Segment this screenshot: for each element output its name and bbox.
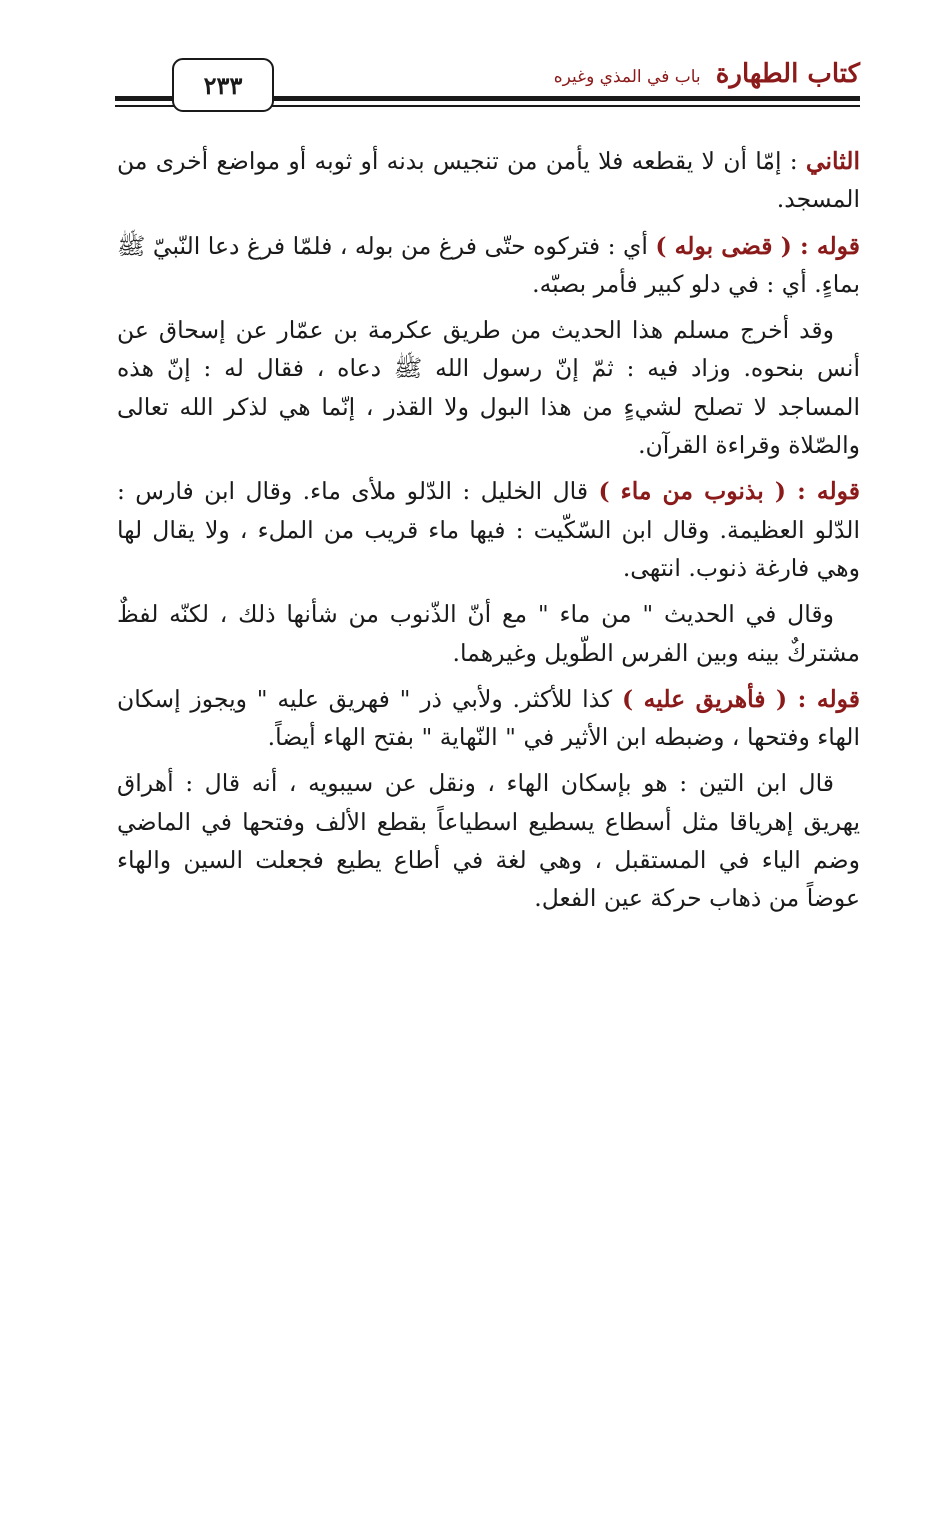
- paragraph-text: قال ابن التين : هو بإسكان الهاء ، ونقل عن سيبويه ، أنه قال : أهراق يهريق إهرياقا مثل أسطاع يسطيع اسطياعاً بقطع الألف وفتحها في الماضي وضم الياء في المستقبل ، وهي لغة في أطاع يطيع فجعلت السين والهاء عوضاً من ذهاب حركة عين الفعل.: [117, 769, 860, 913]
- paragraph: [117, 311, 860, 464]
- paragraph-text: وقد أخرج مسلم هذا الحديث من طريق عكرمة بن عمّار عن إسحاق عن أنس بنحوه. وزاد فيه : ثمّ إنّ رسول الله ﷺ دعاه ، فقال له : إنّ هذه المساجد لا تصلح لشيءٍ من هذا البول ولا القذر ، إنّما هي لذكر الله تعالى والصّلاة وقراءة القرآن.: [117, 316, 860, 460]
- paragraph: [117, 595, 860, 672]
- page-header: [115, 55, 860, 115]
- chapter-title: باب في المذي وغيره: [553, 67, 701, 87]
- paragraph: [117, 472, 860, 587]
- paragraph-lead: الثاني: [805, 147, 860, 175]
- paragraph-text: كذا للأكثر. ولأبي ذر " فهريق عليه " ويجوز إسكان الهاء وفتحها ، وضبطه ابن الأثير في " النّهاية " بفتح الهاء أيضاً.: [117, 684, 860, 752]
- page-number: ٢٣٣: [172, 58, 274, 112]
- paragraph-text: أي : فتركوه حتّى فرغ من بوله ، فلمّا فرغ دعا النّبيّ ﷺ بماءٍ. أي : في دلو كبير فأمر بصبّه.: [117, 231, 860, 298]
- paragraph-text: وقال في الحديث " من ماء " مع أنّ الذّنوب من شأنها ذلك ، لكنّه لفظٌ مشتركٌ بينه وبين الفرس الطّويل وغيرهما.: [117, 600, 860, 667]
- paragraph: [117, 227, 860, 304]
- paragraph: [117, 680, 860, 757]
- page-body: [117, 142, 860, 926]
- paragraph-lead: قوله : ( بذنوب من ماء ): [598, 477, 860, 506]
- paragraph-lead: قوله : ( قضى بوله ): [655, 231, 860, 260]
- paragraph-lead: قوله : ( فأهريق عليه ): [622, 684, 860, 713]
- paragraph: [117, 142, 860, 219]
- header-titles: [554, 59, 860, 89]
- paragraph-text: قال الخليل : الدّلو ملأى ماء. وقال ابن فارس : الدّلو العظيمة. وقال ابن السّكّيت : فيها ماء قريب من الملء ، ولا يقال لها وهي فارغة ذنوب. انتهى.: [117, 477, 860, 582]
- book-title: كتاب الطهارة: [715, 59, 860, 89]
- paragraph-text: : إمّا أن لا يقطعه فلا يأمن من تنجيس بدنه أو ثوبه أو مواضع أخرى من المسجد.: [117, 147, 860, 214]
- paragraph: [117, 764, 860, 917]
